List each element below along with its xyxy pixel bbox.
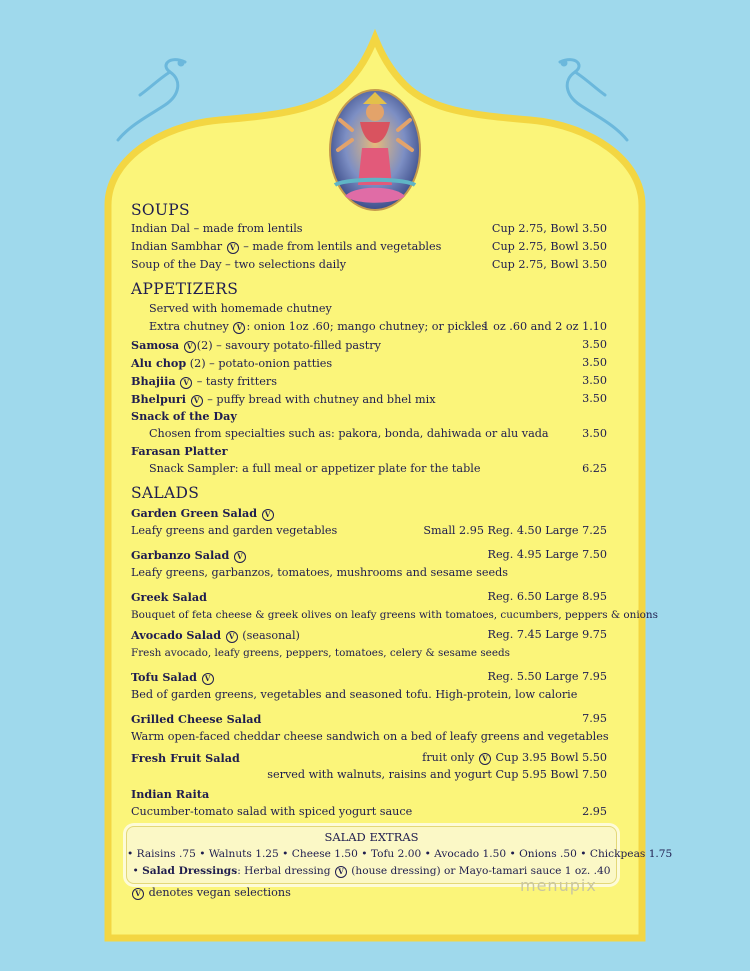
vegan-icon: V [132,888,144,900]
salad-extras-title: SALAD EXTRAS [324,830,419,844]
vegan-icon: V [227,242,239,254]
vegan-icon: V [335,866,347,878]
vegan-icon: V [180,377,192,389]
vegan-icon: V [191,395,203,407]
vegan-legend: V denotes vegan selections [131,886,291,900]
salad-dressings: • Salad Dressings: Herbal dressing V (house dressing) or Mayo-tamari sauce 1 oz. .40 [132,865,611,877]
watermark: menupix [520,876,597,895]
vegan-icon: V [233,322,245,334]
vegan-icon: V [262,509,274,521]
vegan-icon: V [479,753,491,765]
vegan-icon: V [226,631,238,643]
salad-extras-list: • Raisins .75 • Walnuts 1.25 • Cheese 1.50 • Tofu 2.00 • Avocado 1.50 • Onions .50 • Chickpeas 1.75 [127,848,673,860]
vegan-icon: V [234,551,246,563]
vegan-icon: V [202,673,214,685]
vegan-icon: V [184,341,196,353]
deity-portrait-icon [330,90,420,210]
